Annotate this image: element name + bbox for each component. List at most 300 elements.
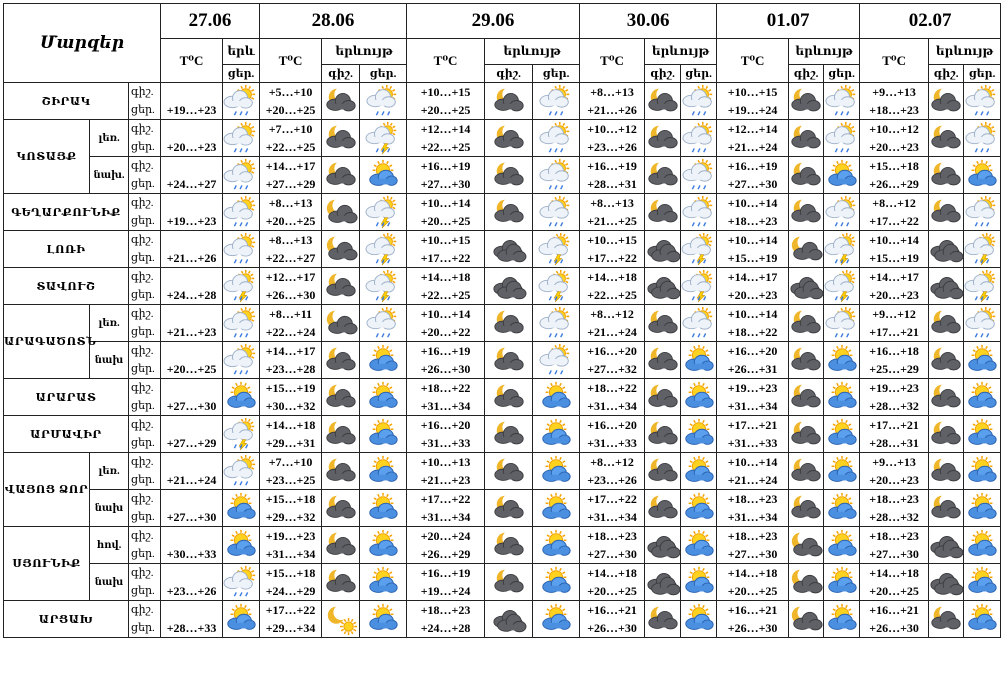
day-temp: +28…+31	[869, 436, 919, 450]
day-temp: +20…+22	[420, 325, 471, 339]
day-temp: +20…+25	[265, 103, 316, 117]
temperature-cell	[717, 83, 789, 120]
thunder-rain-icon	[360, 120, 407, 157]
night-temp: +8…+11	[269, 307, 313, 321]
day-temp: +28…+33	[166, 621, 217, 635]
sun-cloud-icon	[681, 416, 717, 453]
subregion-label: նախ	[90, 490, 129, 527]
temperature-cell	[161, 527, 223, 564]
night-temp: +18…+23	[869, 529, 919, 543]
night-temp: +16…+20	[587, 344, 637, 358]
night-temp: +7…+10	[268, 455, 313, 469]
day-label: ցեր.	[131, 326, 155, 338]
date-header: 27.06	[161, 4, 260, 39]
day-temp: +24…+28	[166, 288, 217, 302]
sun-cloud-icon	[824, 157, 860, 194]
day-temp: +21…+26	[587, 103, 637, 117]
thunder-rain-icon	[533, 231, 580, 268]
day-temp: +28…+32	[869, 399, 919, 413]
night-label: գիշ.	[131, 234, 154, 246]
moon-cloud-icon	[929, 157, 964, 194]
sun-cloud-icon	[824, 416, 860, 453]
day-temp: +27…+30	[727, 547, 778, 561]
sun-cloud-icon	[360, 453, 407, 490]
thunder-rain-icon	[824, 231, 860, 268]
temperature-cell	[161, 564, 223, 601]
day-temp: +20…+23	[869, 140, 919, 154]
day-label: ցեր.	[131, 622, 155, 634]
sun-cloud-icon	[964, 490, 1001, 527]
moon-cloud-icon	[322, 453, 360, 490]
sun-cloud-rain-icon	[533, 83, 580, 120]
night-temp: +7…+10	[268, 122, 313, 136]
night-temp	[161, 453, 222, 471]
sun-cloud-icon	[360, 490, 407, 527]
sun-cloud-icon	[223, 490, 260, 527]
night-temp	[161, 194, 222, 212]
dark-cloud-icon	[485, 231, 533, 268]
moon-cloud-icon	[645, 490, 681, 527]
moon-cloud-icon	[789, 83, 824, 120]
day-temp: +27…+30	[587, 547, 637, 561]
table-row	[4, 231, 1001, 268]
rain-sun-icon	[223, 194, 260, 231]
moon-cloud-icon	[645, 305, 681, 342]
day-temp: +23…+26	[587, 473, 637, 487]
sun-cloud-icon	[681, 564, 717, 601]
sun-cloud-icon	[681, 527, 717, 564]
night-temp: +8…+13	[268, 233, 313, 247]
dark-cloud-icon	[485, 268, 533, 305]
temperature-cell	[161, 120, 223, 157]
day-temp: +31…+33	[420, 436, 471, 450]
temperature-cell	[717, 453, 789, 490]
sun-cloud-icon	[223, 379, 260, 416]
night-temp: +17…+21	[727, 418, 778, 432]
night-temp	[161, 342, 222, 360]
night-temp	[161, 564, 222, 582]
temperature-cell	[407, 453, 485, 490]
night-temp: +16…+19	[420, 566, 471, 580]
temperature-cell	[860, 231, 929, 268]
moon-cloud-icon	[322, 564, 360, 601]
night-temp: +10…+15	[420, 85, 471, 99]
temperature-cell	[580, 490, 645, 527]
night-temp: +12…+14	[727, 122, 778, 136]
moon-cloud-icon	[485, 120, 533, 157]
temperature-cell	[860, 453, 929, 490]
weather-header: երևույթ	[789, 39, 860, 65]
night-temp: +15…+19	[265, 381, 316, 395]
moon-cloud-icon	[929, 194, 964, 231]
sun-cloud-rain-icon	[681, 305, 717, 342]
rain-sun-icon	[223, 157, 260, 194]
night-temp: +12…+17	[265, 270, 316, 284]
temperature-cell	[580, 601, 645, 638]
temperature-cell	[407, 601, 485, 638]
day-temp: +21…+24	[727, 473, 778, 487]
temperature-cell	[860, 268, 929, 305]
temperature-cell	[717, 231, 789, 268]
temperature-cell	[161, 342, 223, 379]
night-header: գիշ.	[789, 65, 824, 83]
night-temp: +16…+19	[587, 159, 637, 173]
temperature-cell	[161, 601, 223, 638]
day-temp: +31…+34	[727, 510, 778, 524]
thunder-rain-icon	[360, 194, 407, 231]
night-temp	[161, 601, 222, 619]
table-row	[4, 194, 1001, 231]
night-temp: +17…+21	[869, 418, 919, 432]
sun-cloud-icon	[360, 342, 407, 379]
day-temp: +23…+26	[166, 584, 217, 598]
subregion-label: նախ	[90, 564, 129, 601]
sun-cloud-rain-icon	[681, 194, 717, 231]
day-temp: +27…+30	[420, 177, 471, 191]
sun-cloud-rain-icon	[824, 83, 860, 120]
forecast-table	[3, 3, 1001, 638]
day-temp: +20…+25	[265, 214, 316, 228]
temperature-cell	[161, 268, 223, 305]
day-temp: +22…+24	[265, 325, 316, 339]
day-label: ցեր.	[131, 215, 155, 227]
region-name: ՍՅՈՒՆԻՔ	[4, 527, 90, 601]
night-temp: +15…+18	[265, 566, 316, 580]
temperature-cell	[407, 564, 485, 601]
temperature-cell	[260, 83, 322, 120]
night-temp: +8…+13	[268, 196, 313, 210]
day-temp: +18…+23	[727, 214, 778, 228]
moon-cloud-icon	[485, 527, 533, 564]
day-label: ցեր.	[131, 252, 155, 264]
moon-cloud-icon	[322, 268, 360, 305]
night-day-labels	[129, 157, 161, 194]
temperature-cell	[407, 379, 485, 416]
moon-cloud-icon	[645, 342, 681, 379]
day-temp: +26…+30	[727, 621, 778, 635]
moon-dark-icon	[789, 231, 824, 268]
table-row	[4, 120, 1001, 157]
temperature-cell	[407, 83, 485, 120]
table-row	[4, 268, 1001, 305]
temperature-cell	[717, 416, 789, 453]
night-day-labels	[129, 268, 161, 305]
night-label: գիշ.	[131, 123, 154, 135]
day-temp: +20…+25	[166, 362, 217, 376]
temperature-cell	[860, 157, 929, 194]
temp-header: T⁰C	[717, 39, 789, 83]
night-temp: +16…+18	[869, 344, 919, 358]
sun-cloud-icon	[824, 342, 860, 379]
subregion-label: լեռ.	[90, 453, 129, 490]
moon-cloud-icon	[322, 379, 360, 416]
night-temp: +16…+19	[420, 344, 471, 358]
day-temp: +26…+30	[587, 621, 637, 635]
night-temp: +9…+13	[872, 455, 916, 469]
day-temp: +19…+23	[166, 103, 217, 117]
night-temp: +17…+22	[587, 492, 637, 506]
region-name: ՇԻՐԱԿ	[4, 83, 129, 120]
day-temp: +28…+31	[587, 177, 637, 191]
sun-cloud-icon	[533, 564, 580, 601]
sun-cloud-icon	[824, 379, 860, 416]
temperature-cell	[161, 490, 223, 527]
temperature-cell	[860, 379, 929, 416]
day-temp: +20…+23	[166, 140, 217, 154]
sun-cloud-icon	[681, 453, 717, 490]
sun-cloud-rain-icon	[533, 157, 580, 194]
moon-cloud-icon	[485, 342, 533, 379]
temperature-cell	[860, 194, 929, 231]
weather-header: երև	[223, 39, 260, 65]
sun-cloud-icon	[533, 601, 580, 638]
day-temp: +31…+34	[265, 547, 316, 561]
temperature-cell	[717, 527, 789, 564]
night-temp: +16…+20	[727, 344, 778, 358]
thunder-rain-icon	[681, 268, 717, 305]
moon-cloud-icon	[485, 416, 533, 453]
temperature-cell	[580, 83, 645, 120]
temperature-cell	[161, 305, 223, 342]
sun-cloud-icon	[824, 527, 860, 564]
temperature-cell	[260, 120, 322, 157]
day-temp: +26…+31	[727, 362, 778, 376]
temperature-cell	[260, 490, 322, 527]
night-label: գիշ.	[131, 530, 154, 542]
temperature-cell	[407, 194, 485, 231]
dark-cloud-icon	[789, 268, 824, 305]
table-row	[4, 490, 1001, 527]
dark-cloud-icon	[929, 268, 964, 305]
night-temp: +18…+22	[420, 381, 471, 395]
moon-cloud-icon	[789, 379, 824, 416]
temperature-cell	[407, 157, 485, 194]
day-temp: +31…+34	[727, 399, 778, 413]
moon-dark-icon	[789, 564, 824, 601]
moon-cloud-icon	[929, 120, 964, 157]
moon-dark-icon	[322, 194, 360, 231]
sun-cloud-icon	[360, 379, 407, 416]
dark-cloud-icon	[929, 231, 964, 268]
day-temp: +20…+25	[869, 584, 919, 598]
temperature-cell	[580, 268, 645, 305]
temperature-cell	[407, 305, 485, 342]
night-day-labels	[129, 379, 161, 416]
day-temp: +23…+28	[265, 362, 316, 376]
day-label: ցեր.	[131, 363, 155, 375]
night-temp: +14…+18	[869, 566, 919, 580]
night-temp: +14…+18	[587, 566, 637, 580]
day-temp: +19…+24	[420, 584, 471, 598]
night-day-labels	[129, 416, 161, 453]
sun-cloud-icon	[533, 379, 580, 416]
moon-cloud-icon	[789, 342, 824, 379]
sun-cloud-rain-icon	[964, 120, 1001, 157]
temperature-cell	[860, 83, 929, 120]
moon-cloud-icon	[929, 490, 964, 527]
day-label: ցեր.	[131, 178, 155, 190]
night-temp: +14…+18	[265, 418, 316, 432]
temperature-cell	[407, 120, 485, 157]
temperature-cell	[717, 379, 789, 416]
rain-sun-icon	[223, 120, 260, 157]
temperature-cell	[260, 157, 322, 194]
temperature-cell	[717, 342, 789, 379]
sun-cloud-icon	[964, 527, 1001, 564]
dark-cloud-icon	[645, 527, 681, 564]
temperature-cell	[717, 601, 789, 638]
sun-cloud-rain-icon	[360, 305, 407, 342]
night-label: գիշ.	[131, 456, 154, 468]
temperature-cell	[860, 305, 929, 342]
sun-cloud-icon	[824, 453, 860, 490]
day-temp: +24…+27	[166, 177, 217, 191]
day-temp: +29…+32	[265, 510, 316, 524]
night-day-labels	[129, 83, 161, 120]
day-temp: +27…+30	[869, 547, 919, 561]
day-temp: +27…+29	[166, 436, 217, 450]
day-temp: +17…+22	[587, 251, 637, 265]
thunder-rain-icon	[533, 268, 580, 305]
day-temp: +21…+23	[166, 325, 217, 339]
day-temp: +30…+32	[265, 399, 316, 413]
moon-cloud-icon	[322, 83, 360, 120]
temperature-cell	[161, 379, 223, 416]
day-temp: +30…+33	[166, 547, 217, 561]
temperature-cell	[580, 527, 645, 564]
regions-header: Մարզեր	[4, 4, 161, 83]
weather-header: երևույթ	[645, 39, 717, 65]
table-row	[4, 83, 1001, 120]
moon-cloud-icon	[929, 601, 964, 638]
moon-cloud-icon	[929, 453, 964, 490]
night-temp: +8…+12	[590, 455, 634, 469]
day-label: ցեր.	[131, 289, 155, 301]
night-temp: +10…+12	[869, 122, 919, 136]
moon-cloud-icon	[789, 194, 824, 231]
thunder-rain-icon	[360, 268, 407, 305]
sun-cloud-rain-icon	[964, 305, 1001, 342]
night-day-labels	[129, 601, 161, 638]
sun-cloud-rain-icon	[360, 83, 407, 120]
night-temp: +10…+14	[420, 196, 471, 210]
moon-dark-icon	[789, 601, 824, 638]
night-temp: +8…+12	[590, 307, 634, 321]
night-temp: +14…+17	[727, 270, 778, 284]
sun-cloud-icon	[681, 490, 717, 527]
temperature-cell	[860, 527, 929, 564]
night-temp: +9…+12	[872, 307, 916, 321]
day-temp: +19…+23	[166, 214, 217, 228]
sun-cloud-rain-icon	[533, 305, 580, 342]
night-temp: +14…+17	[869, 270, 919, 284]
sun-cloud-icon	[223, 601, 260, 638]
moon-cloud-icon	[322, 416, 360, 453]
thunder-rain-icon	[824, 268, 860, 305]
day-label: ցեր.	[131, 400, 155, 412]
temperature-cell	[161, 453, 223, 490]
night-label: գիշ.	[131, 345, 154, 357]
night-label: գիշ.	[131, 382, 154, 394]
thunder-rain-icon	[681, 231, 717, 268]
temperature-cell	[580, 231, 645, 268]
day-header: ցեր.	[964, 65, 1001, 83]
region-name: ԿՈՏԱՅՔ	[4, 120, 90, 194]
table-row	[4, 564, 1001, 601]
thunder-rain-icon	[223, 416, 260, 453]
moon-cloud-icon	[645, 601, 681, 638]
day-temp: +22…+25	[265, 140, 316, 154]
moon-cloud-icon	[645, 379, 681, 416]
day-header: ցեր.	[533, 65, 580, 83]
night-temp: +10…+15	[420, 233, 471, 247]
temperature-cell	[260, 342, 322, 379]
temperature-cell	[161, 157, 223, 194]
night-label: գիշ.	[131, 493, 154, 505]
night-temp: +10…+14	[727, 455, 778, 469]
night-temp: +18…+23	[587, 529, 637, 543]
date-header: 29.06	[407, 4, 580, 39]
night-day-labels	[129, 342, 161, 379]
night-temp: +9…+13	[872, 85, 916, 99]
night-temp: +18…+22	[587, 381, 637, 395]
day-temp: +21…+24	[587, 325, 637, 339]
moon-cloud-icon	[322, 157, 360, 194]
night-temp: +10…+15	[587, 233, 637, 247]
sun-cloud-icon	[824, 601, 860, 638]
night-temp: +16…+19	[420, 159, 471, 173]
night-temp: +8…+13	[590, 85, 634, 99]
moon-cloud-icon	[485, 379, 533, 416]
temperature-cell	[260, 527, 322, 564]
temperature-cell	[407, 416, 485, 453]
day-temp: +25…+29	[869, 362, 919, 376]
sun-cloud-icon	[964, 601, 1001, 638]
day-temp: +27…+32	[587, 362, 637, 376]
dark-cloud-icon	[645, 231, 681, 268]
region-name: ԱՐՑԱԽ	[4, 601, 129, 638]
temperature-cell	[580, 305, 645, 342]
temperature-cell	[580, 453, 645, 490]
day-temp: +23…+26	[587, 140, 637, 154]
night-day-labels	[129, 305, 161, 342]
day-temp: +22…+27	[265, 251, 316, 265]
sun-cloud-rain-icon	[533, 194, 580, 231]
moon-cloud-icon	[645, 120, 681, 157]
temperature-cell	[260, 268, 322, 305]
day-temp: +31…+34	[587, 399, 637, 413]
moon-cloud-icon	[789, 305, 824, 342]
day-label: ցեր.	[131, 141, 155, 153]
temperature-cell	[860, 601, 929, 638]
date-header: 02.07	[860, 4, 1001, 39]
night-temp: +18…+23	[869, 492, 919, 506]
sun-cloud-rain-icon	[533, 342, 580, 379]
moon-cloud-icon	[485, 564, 533, 601]
temperature-cell	[717, 564, 789, 601]
rain-sun-icon	[223, 231, 260, 268]
temperature-cell	[407, 342, 485, 379]
sun-cloud-icon	[533, 490, 580, 527]
weather-header: երևույթ	[929, 39, 1001, 65]
moon-cloud-icon	[929, 83, 964, 120]
region-name: ԳԵՂԱՐՔՈՒՆԻՔ	[4, 194, 129, 231]
moon-cloud-icon	[485, 194, 533, 231]
sun-cloud-icon	[360, 564, 407, 601]
night-label: գիշ.	[131, 567, 154, 579]
day-temp: +15…+19	[869, 251, 919, 265]
night-temp: +18…+23	[727, 529, 778, 543]
